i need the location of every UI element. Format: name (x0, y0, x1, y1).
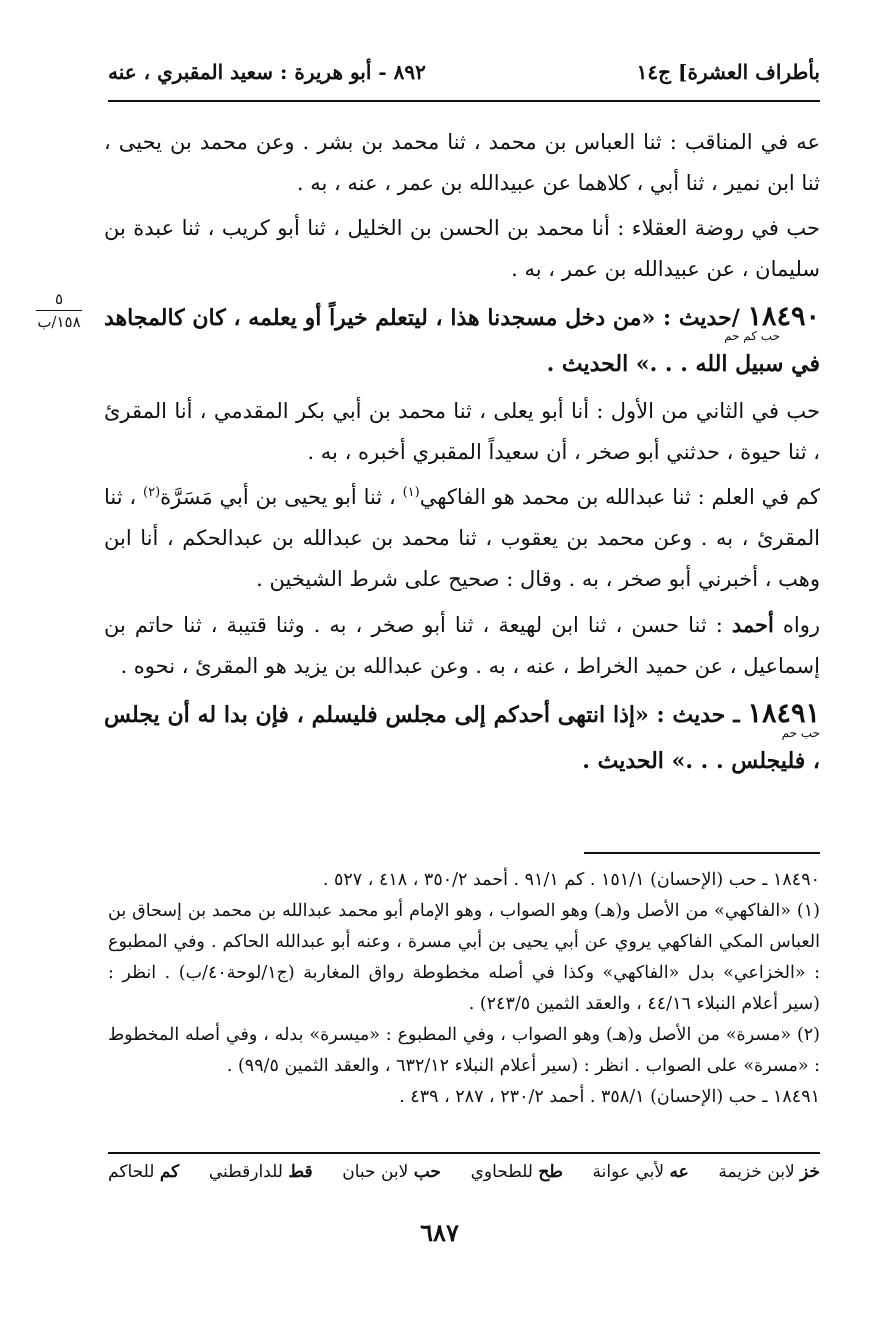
hadith-sigla: حب كم حم (724, 329, 780, 343)
abbreviation-code: خز (800, 1162, 820, 1182)
footnote-ref-1: (١) (402, 485, 420, 500)
abbreviation-name: لابن خزيمة (718, 1162, 801, 1182)
hadith-text: «من دخل مسجدنا هذا ، ليتعلم خيراً أو يعلمه ، كان كالمجاهد في سبيل الله . . .» الحديث . (104, 305, 820, 377)
abbreviation-code: عه (669, 1162, 689, 1182)
footnotes (108, 865, 820, 1113)
abbreviation-item (209, 1162, 313, 1192)
footnote-source-18490: ١٨٤٩٠ ـ حب (الإحسان) ١٥١/١ . كم ٩١/١ . أحمد ٣٥٠/٢ ، ٤١٨ ، ٥٢٧ . (322, 870, 820, 890)
header-chapter-title: ٨٩٢ - أبو هريرة : سعيد المقبري ، عنه (108, 60, 426, 84)
footnote-ref-2: (٢) (143, 485, 161, 500)
header-rule (108, 100, 820, 102)
margin-note-divider (36, 310, 82, 311)
hadith-sigla: حب حم (781, 726, 820, 740)
header-volume-title: بأطراف العشرة] ج١٤ (636, 60, 820, 84)
footnote-1: (١) «الفاكهي» من الأصل و(هـ) وهو الصواب ، وهو الإمام أبو محمد عبدالله بن محمد بن إسحاق بن العباس المكي الفاكهي يروي عن أبي يحيى بن أبي مسرة ، وعنه أبو عبدالله الحاكم . وفي المطبوع : «الخزاعي» بدل «الفاكهي» وكذا في أصله مخطوطة رواق المغاربة (ج١/لوحة٤٠/ب) . انظر : (سير أعلام النبلاء ٤٤/١٦ ، والعقد الثمين ٢٤٣/٥) . (108, 901, 820, 1014)
hadith-18491 (104, 691, 820, 784)
main-text (104, 122, 820, 788)
footnote-rule (584, 852, 820, 854)
abbreviation-code: حب (413, 1162, 441, 1182)
paragraph-part: : ثنا حسن ، ثنا ابن لهيعة ، ثنا أبو صخر ، به . وثنا قتيبة ، ثنا حاتم بن إسماعيل ، عن حميد الخراط ، عنه ، به . وعن عبدالله بن يزيد هو المقرئ ، نحوه . (104, 613, 820, 678)
paragraph-part: ، ثنا المقرئ ، به . وعن محمد بن يعقوب ، ثنا محمد بن عبدالله بن عبدالحكم ، أنا ابن وهب ، أخبرني أبو صخر ، به . وقال : صحيح على شرط الشيخين . (104, 485, 820, 591)
paragraph-hakim (104, 477, 820, 600)
abbreviation-name: للطحاوي (470, 1162, 539, 1182)
footnote-2: (٢) «مسرة» من الأصل و(هـ) وهو الصواب ، وفي المطبوع : «ميسرة» بدله ، وفي أصله المخطوط : «مسرة» على الصواب . انظر : (سير أعلام النبلاء ٦٣٢/١٢ ، والعقد الثمين ٩٩/٥) . (108, 1025, 820, 1076)
abbreviation-name: لابن حبان (342, 1162, 414, 1182)
hadith-number: ١٨٤٩١ (747, 698, 820, 729)
abbreviation-name: لأبي عوانة (592, 1162, 670, 1182)
abbreviation-item (593, 1162, 689, 1192)
paragraph-part: ، ثنا أبو يحيى بن أبي مَسَرَّة (160, 485, 403, 509)
paragraph-part: كم في العلم : ثنا عبدالله بن محمد هو الفاكهي (419, 485, 820, 509)
abbreviation-item (108, 1162, 179, 1192)
abbreviation-code: كم (159, 1162, 180, 1182)
page-number: ٦٨٧ (420, 1218, 459, 1247)
hadith-18490 (104, 294, 820, 387)
paragraph-hibban: حب في الثاني من الأول : أنا أبو يعلى ، ثنا محمد بن أبي بكر المقدمي ، أنا المقرئ ، ثنا حيوة ، حدثني أبو صخر ، أن سعيداً المقبري أخبره ، به . (104, 399, 820, 464)
abbreviation-code: طح (538, 1162, 563, 1182)
hadith-text: «إذا انتهى أحدكم إلى مجلس فليسلم ، فإن بدا له أن يجلس ، فليجلس . . .» الحديث . (104, 702, 820, 774)
footnote-source-18491: ١٨٤٩١ ـ حب (الإحسان) ٣٥٨/١ . أحمد ٢٣٠/٢ ، ٢٨٧ ، ٤٣٩ . (399, 1087, 820, 1107)
bottom-rule (108, 1152, 820, 1154)
abbreviation-item (471, 1162, 563, 1192)
abbreviation-code: قط (288, 1162, 313, 1182)
abbreviation-name: للحاكم (108, 1162, 160, 1182)
hadith-label: /حديث : (655, 305, 748, 331)
abbreviation-item (718, 1162, 820, 1192)
paragraph-ahmad (104, 604, 820, 687)
paragraph-rawdat: حب في روضة العقلاء : أنا محمد بن الحسن بن الخليل ، ثنا أبو كريب ، ثنا عبدة بن سليمان ، عن عبيدالله بن عمر ، به . (104, 216, 820, 281)
hadith-number: ١٨٤٩٠ (747, 301, 820, 332)
paragraph-bold-name: أحمد (731, 612, 774, 637)
hadith-label: ـ حديث : (648, 702, 748, 728)
paragraph-part: رواه (773, 613, 821, 637)
abbreviation-key (108, 1162, 820, 1192)
abbreviation-name: للدارقطني (208, 1162, 289, 1182)
margin-note-folio: ١٥٨/ب (37, 313, 81, 331)
running-header (108, 52, 820, 92)
paragraph-manaqib: عه في المناقب : ثنا العباس بن محمد ، ثنا محمد بن بشر . وعن محمد بن يحيى ، ثنا ابن نمير ، ثنا أبي ، كلاهما عن عبيدالله بن عمر ، عنه ، به . (104, 130, 820, 195)
margin-folio-note (30, 290, 88, 331)
margin-note-number: ٥ (54, 290, 64, 308)
abbreviation-item (342, 1162, 441, 1192)
